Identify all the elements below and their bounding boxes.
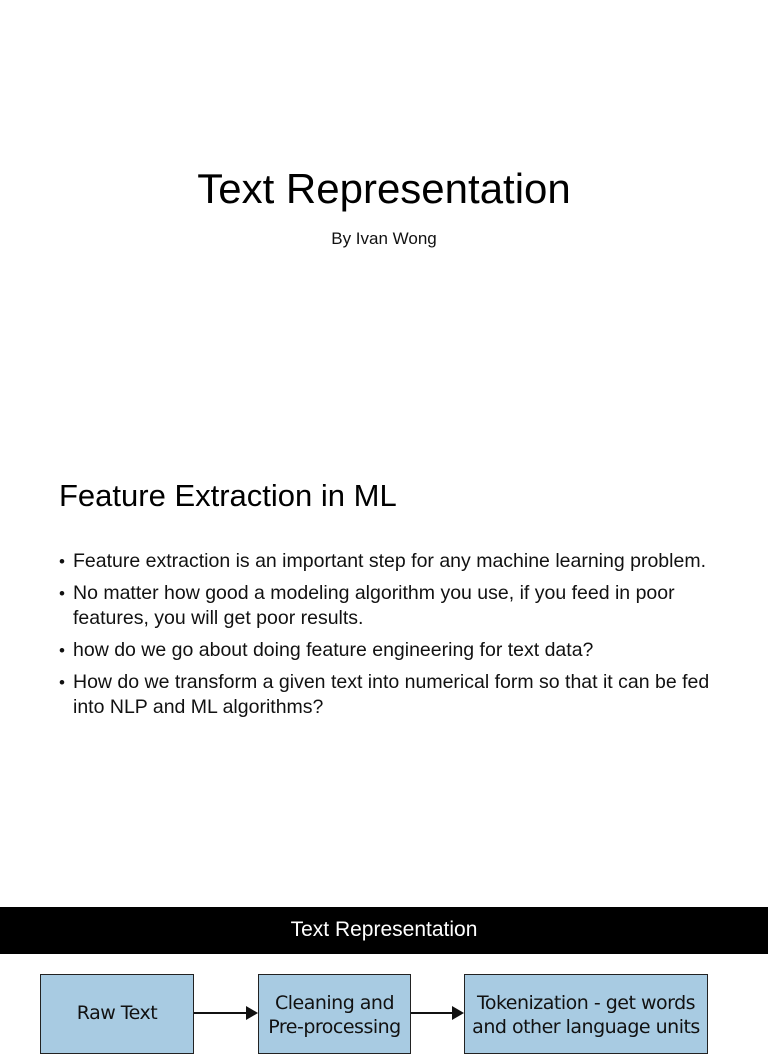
- bullet-list: [59, 549, 719, 727]
- arrow-right-icon: [194, 1012, 256, 1014]
- bullet-text: how do we go about doing feature engineering for text data?: [73, 639, 594, 661]
- cleaning-box: Cleaning and Pre-processing: [258, 974, 411, 1054]
- slide-title: Feature Extraction in ML: [59, 478, 397, 513]
- raw-text-box: Raw Text: [40, 974, 194, 1054]
- bullet-item: [59, 549, 719, 574]
- bullet-text: How do we transform a given text into numerical form so that it can be fed into NLP and ML algorithms?: [73, 671, 710, 718]
- bullet-marker: •: [59, 673, 65, 692]
- bullet-marker: •: [59, 552, 65, 571]
- presentation-title: Text Representation: [197, 165, 571, 212]
- author-subtitle: By Ivan Wong: [331, 229, 437, 248]
- slide-header-bar: Text Representation: [0, 907, 768, 954]
- bullet-text: No matter how good a modeling algorithm you use, if you feed in poor features, you will get poor results.: [73, 582, 675, 629]
- bullet-marker: •: [59, 641, 65, 660]
- bullet-item: [59, 638, 719, 663]
- pipeline-diagram: [0, 954, 768, 1038]
- tokenization-box: Tokenization - get words and other language units: [464, 974, 708, 1054]
- arrow-right-icon: [411, 1012, 462, 1014]
- bullet-marker: •: [59, 584, 65, 603]
- bullet-item: [59, 581, 719, 631]
- bullet-item: [59, 670, 719, 720]
- bullet-text: Feature extraction is an important step for any machine learning problem.: [73, 550, 706, 572]
